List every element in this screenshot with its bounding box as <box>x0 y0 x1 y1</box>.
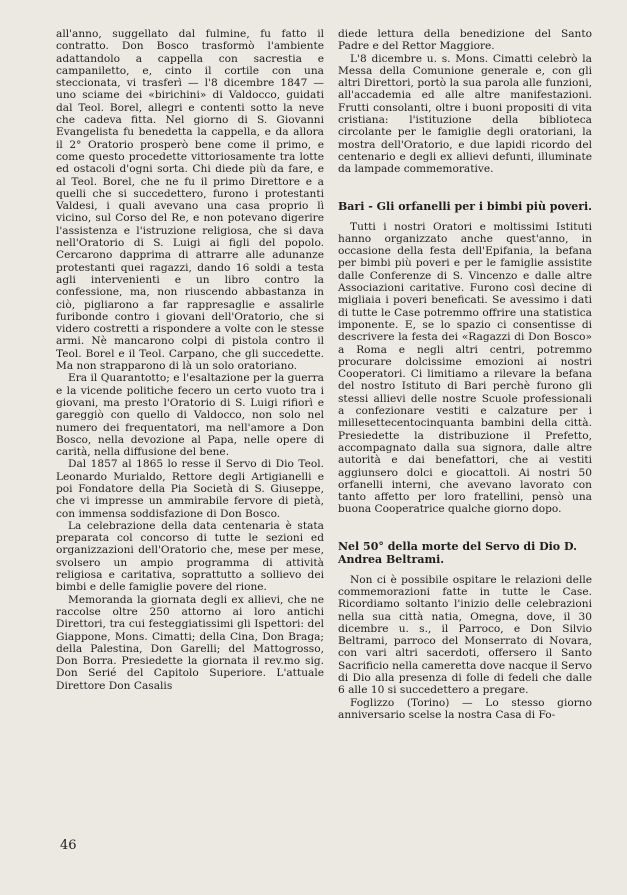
right-column <box>338 28 592 721</box>
left-column <box>56 28 324 692</box>
left-paragraph-4: La celebrazione della data centenaria è stata preparata col concorso di tutte le sezioni ed organizzazioni dell'Oratorio che, mese per mese, svolsero un ampio programma di attività religiosa e caritativa, soprattutto a sollievo dei bimbi e delle famiglie povere del rione. <box>56 519 324 594</box>
left-paragraph-3: Dal 1857 al 1865 lo resse il Servo di Dio Teol. Leonardo Murialdo, Rettore degli Artigianelli e poi Fondatore della Pia Società di S. Giuseppe, che vi impresse un ammirabile fervore di pietà, con immensa soddisfazione di Don Bosco. <box>56 458 324 520</box>
right-intro-paragraph-1: diede lettura della benedizione del Santo Padre e del Rettor Maggiore. <box>338 28 592 53</box>
section-heading-beltrami: Nel 50° della morte del Servo di Dio D. Andrea Beltrami. <box>338 539 577 566</box>
right-intro-paragraph-2: L'8 dicembre u. s. Mons. Cimatti celebrò la Messa della Comunione generale e, con gli altri Direttori, portò la sua parola alle funzioni, all'accademia ed alle altre manifestazioni. Frutti consolanti, oltre i buoni propositi di vita cristiana: l'istituzione della biblioteca circolante per le famiglie degli oratoriani, la mostra dell'Oratorio, e due lapidi ricordo del centenario e degli ex allievi defunti, illuminate da lampade commemorative. <box>338 52 592 176</box>
section-heading-bari: Bari - Gli orfanelli per i bimbi più poveri. <box>338 199 593 213</box>
beltrami-paragraph-2: Foglizzo (Torino) — Lo stesso giorno anniversario scelse la nostra Casa di Fo- <box>338 696 592 721</box>
left-paragraph-5: Memoranda la giornata degli ex allievi, che ne raccolse oltre 250 attorno ai loro antichi Direttori, tra cui festeggiatissimi gli Ispettori: del Giappone, Mons. Cimatti; della Cina, Don Braga; della Palestina, Don Garelli; del Mattogrosso, Don Borra. Presiedette la giornata il rev.mo sig. Don Serié del Capitolo Superiore. L'attuale Direttore Don Casalis <box>56 593 324 692</box>
left-paragraph-1: all'anno, suggellato dal fulmine, fu fatto il contratto. Don Bosco trasformò l'ambiente adattandolo a cappella con sacrestia e campaniletto, e, cinto il cortile con una steccionata, vi trasferì — l'8 dicembre 1847 — uno sciame dei «birichini» di Valdocco, guidati dal Teol. Borel, allegri e contenti sotto la neve che cadeva fitta. Nel giorno di S. Giovanni Evangelista fu benedetta la cappella, e da allora il 2° Oratorio prosperò bene come il primo, e come questo procedette vittoriosamente tra lotte ed ostacoli d'ogni sorta. Chi diede più da fare, e al Teol. Borel, che ne fu il primo Direttore e a quelli che si succedettero, furono i protestanti Valdesi, i quali avevano una casa proprio lì vicino, sul Corso del Re, e non potevano digerire l'assistenza e l'istruzione religiosa, che si dava nell'Oratorio di S. Luigi ai figli del popolo. Cercarono dapprima di attrarre alle adunanze protestanti quei ragazzi, dando 16 soldi a testa agli intervenienti e un libro contro la confessione, ma, non riuscendo abbastanza in ciò, pigliarono a far rappresaglie e assalirle furibonde contro i giovani dell'Oratorio, che si videro costretti a rispondere a volte con le stesse armi. Nè mancarono colpi di pistola contro il Teol. Borel e il Teol. Carpano, che gli succedette. Ma non strapparono di là un solo oratoriano. <box>56 28 324 373</box>
beltrami-paragraph-1: Non ci è possibile ospitare le relazioni delle commemorazioni fatte in tutte le Case. Ricordiamo soltanto l'inizio delle celebrazioni nella sua città natia, Omegna, dove, il 30 dicembre u. s., il Parroco, e Don Silvio Beltrami, parroco del Monserrato di Novara, con vari altri sacerdoti, offersero il Santo Sacrificio nella cameretta dove nacque il Servo di Dio alla presenza di folle di fedeli che dalle 6 alle 10 si succedettero a pregare. <box>338 573 592 697</box>
page-number: 46 <box>60 838 77 853</box>
bari-paragraph-1: Tutti i nostri Oratori e moltissimi Istituti hanno organizzato anche quest'anno, in occasione della festa dell'Epifania, la befana per bimbi più poveri e per le famiglie assistite dalle Conferenze di S. Vincenzo e dalle altre Associazioni caritative. Furono così decine di migliaia i poveri beneficati. Se avessimo i dati di tutte le Case potremmo offrire una statistica imponente. E, se lo spazio ci consentisse di descrivere la festa dei «Ragazzi di Don Bosco» a Roma e negli altri centri, potremmo procurare dolcissime emozioni ai nostri Cooperatori. Ci limitiamo a rilevare la befana del nostro Istituto di Bari perchè furono gli stessi allievi delle nostre Scuole professionali a confezionare vestiti e calzature per i millesettecentocinquanta bambini della città. Presiedette la distribuzione il Prefetto, accompagnato dalla sua signora, dalle altre autorità e dai benefattori, che ai vestiti aggiunsero dolci e giocattoli. Ai nostri 50 orfanelli interni, che avevano lavorato con tanto affetto per loro fratellini, pensò una buona Cooperatrice qualche giorno dopo. <box>338 220 592 516</box>
left-paragraph-2: Era il Quarantotto; e l'esaltazione per la guerra e la vicende politiche fecero un certo vuoto tra i giovani, ma presto l'Oratorio di S. Luigi rifiorì e gareggiò con quello di Valdocco, non solo nel numero dei frequentatori, ma nell'amore a Don Bosco, nella devozione al Papa, nelle opere di carità, nella diffusione del bene. <box>56 372 324 459</box>
